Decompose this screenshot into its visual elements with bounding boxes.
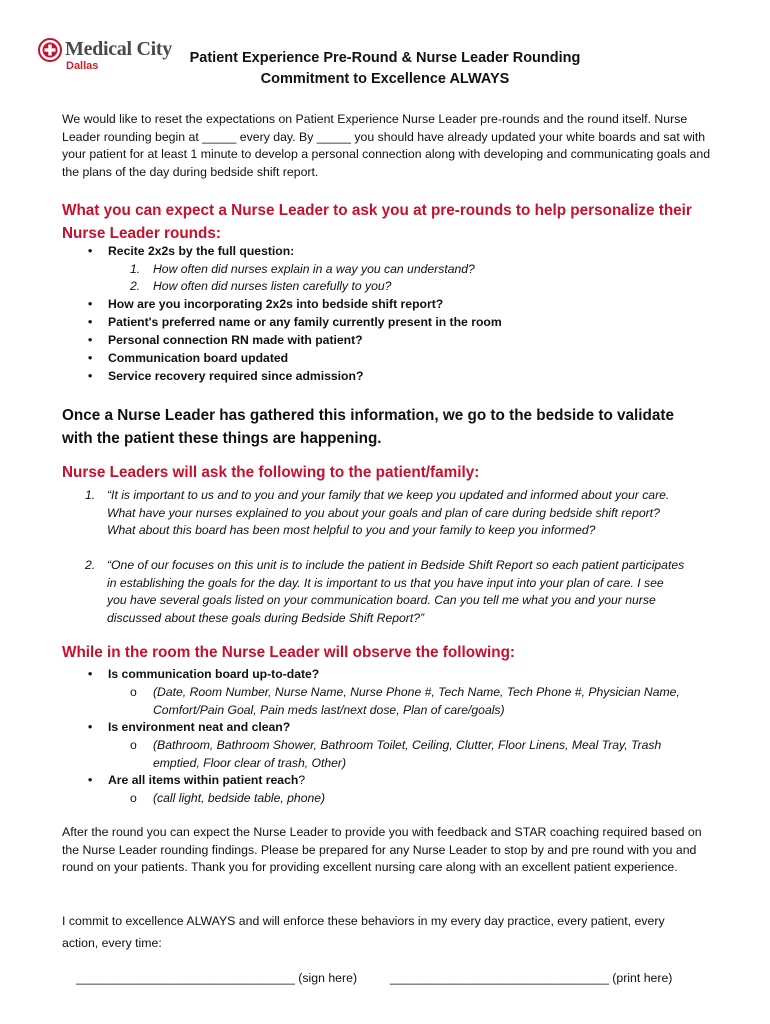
list-item: • Recite 2x2s by the full question: [108, 243, 294, 261]
sub-list-item: (Date, Room Number, Nurse Name, Nurse Phone #, Tech Name, Tech Phone #, Physician Name, Comfort/Pain Goal, Pain meds last/next dose, Plan of care/goals) [153, 685, 680, 717]
section1-heading: What you can expect a Nurse Leader to ask you at pre-rounds to help personalize their Nurse Leader rounds: [62, 202, 692, 242]
intro-paragraph: We would like to reset the expectations on Patient Experience Nurse Leader pre-rounds and the round itself. Nurse Leader rounding begin at _____ every day. By _____ you should have already updated your white boards and sat with your patient for at least 1 minute to develop a personal connection along with developing and communicating goals and the plans of the day during bedside shift report. [62, 112, 711, 179]
commitment-paragraph: I commit to excellence ALWAYS and will enforce these behaviors in my every day practice, every patient, every action, every time: [62, 914, 665, 950]
sub-list-item: How often did nurses listen carefully to you? [153, 279, 392, 293]
page-title [170, 48, 600, 90]
title-line-2: Commitment to Excellence ALWAYS [260, 71, 510, 87]
title-line-1: Patient Experience Pre-Round & Nurse Leader Rounding [189, 50, 581, 66]
closing-paragraph: After the round you can expect the Nurse Leader to provide you with feedback and STAR coaching required based on the Nurse Leader rounding findings. Please be prepared for any Nurse Leader to stop by and pre round with you and round on your patients. Thank you for providing excellent nursing care along with an excellent patient experience. [62, 825, 702, 875]
question-1: “It is important to us and to you and your family that we keep you updated and informed about your care. What have your nurses explained to you about your goals and plan of care during bedside shift report? What about this board has been most helpful to you and your family to keep you informed? [107, 488, 670, 537]
list-item: • Personal connection RN made with patient? [108, 332, 363, 350]
list-item: • Patient's preferred name or any family currently present in the room [108, 314, 502, 332]
section2-heading: Once a Nurse Leader has gathered this information, we go to the bedside to validate with the patient these things are happening. [62, 407, 675, 447]
list-item: • Communication board updated [108, 350, 288, 368]
sub-list-item: (call light, bedside table, phone) [153, 791, 326, 805]
medical-city-logo [38, 38, 172, 78]
question-number: 1. [85, 488, 96, 502]
list-item: • Is communication board up-to-date? [108, 666, 319, 684]
medical-city-emblem-icon [38, 38, 62, 62]
print-name-line[interactable]: ________________________________ (print here) [390, 971, 673, 985]
list-item: • Are all items within patient reach? [108, 772, 305, 790]
question-2: “One of our focuses on this unit is to include the patient in Bedside Shift Report so each patient participates in establishing the goals for the day. It is important to us that you have input into your plan of care. I see you have several goals listed on your communication board. Can you tell me what you and your nurse discussed about these goals during Bedside Shift Report?” [107, 558, 685, 625]
circle-bullet: o [130, 738, 137, 752]
sub-list-item: (Bathroom, Bathroom Shower, Bathroom Toilet, Ceiling, Clutter, Floor Linens, Meal Tray, Trash emptied, Floor clear of trash, Other) [153, 738, 662, 770]
sub-list-number: 1. [130, 262, 141, 276]
circle-bullet: o [130, 791, 137, 805]
question-number: 2. [85, 558, 96, 572]
sub-list-item: How often did nurses explain in a way you can understand? [153, 262, 475, 276]
list-item: • How are you incorporating 2x2s into bedside shift report? [108, 296, 443, 314]
list-item: • Is environment neat and clean? [108, 719, 290, 737]
section3-heading: Nurse Leaders will ask the following to the patient/family: [62, 464, 480, 481]
section4-heading: While in the room the Nurse Leader will observe the following: [62, 644, 516, 661]
logo-city: Dallas [66, 60, 99, 72]
circle-bullet: o [130, 685, 137, 699]
signature-line[interactable]: ________________________________ (sign here) [76, 971, 358, 985]
list-item: • Service recovery required since admission? [108, 368, 363, 386]
logo-name: Medical City [65, 38, 172, 60]
sub-list-number: 2. [130, 279, 141, 293]
